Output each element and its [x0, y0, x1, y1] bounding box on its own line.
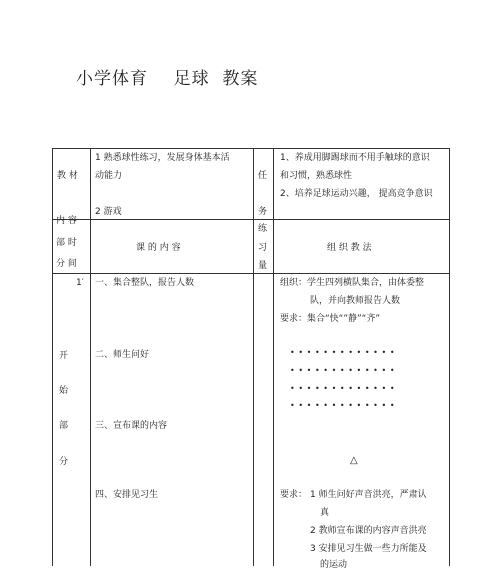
section-char-3: 部	[59, 421, 69, 431]
formation-dot-row: •••••••••••••	[290, 384, 399, 393]
org-line-1: 组织：学生四列横队集合，由体委整	[280, 278, 425, 288]
section-char-2: 始	[59, 386, 69, 396]
table-border-top	[52, 148, 450, 149]
col-divider-3	[273, 148, 274, 566]
lianxi-label-2: 习	[258, 243, 268, 253]
content-line-1: 1 熟悉球性练习，发展身体基本活	[95, 153, 230, 163]
task-line-1: 1、养成用脚踢球而不用手触球的意识	[280, 153, 430, 163]
task-line-2: 和习惯，熟悉球性	[280, 171, 353, 181]
formation-dot-row: •••••••••••••	[290, 348, 399, 357]
neirong-label: 内 容	[56, 216, 77, 226]
bufen-shijian-label: 部 时	[56, 238, 77, 248]
task-line-3: 2、培养足球运动兴趣， 提高竞争意识	[280, 189, 433, 199]
col-divider-1	[90, 148, 91, 566]
requirement-2: 2 教师宣布课的内容声音洪亮	[310, 526, 427, 536]
formation-dot-row: •••••••••••••	[290, 401, 399, 410]
section-char-4: 分	[59, 457, 69, 467]
requirement-1: 1 师生问好声音洪亮，严肃认	[310, 490, 427, 500]
lianxi-label-3: 量	[258, 261, 268, 271]
page-title: 小学体育 足球 教案	[76, 69, 259, 89]
org-line-2: 队，并向教师报告人数	[310, 296, 401, 306]
lesson-item-3: 三、宣布课的内容	[95, 421, 168, 431]
requirement-label: 要求：	[280, 490, 308, 500]
column-row-divider	[52, 273, 450, 274]
content-line-2: 动能力	[95, 171, 123, 181]
lesson-item-1: 一、集合整队，报告人数	[95, 278, 195, 288]
lianxi-label-1: 练	[258, 224, 268, 234]
formation-dot-row: •••••••••••••	[290, 366, 399, 375]
renwu-label-1: 任	[258, 171, 268, 181]
requirement-3: 3 安排见习生做一些力所能及	[310, 544, 427, 554]
lesson-item-4: 四、安排见习生	[95, 490, 159, 500]
lesson-content-header: 课 的 内 容	[136, 243, 181, 253]
lesson-item-2: 二、师生问好	[95, 350, 150, 360]
section-char-1: 开	[59, 351, 69, 361]
time-value: 1′	[76, 278, 84, 288]
teacher-triangle-icon: △	[350, 455, 358, 466]
requirement-3-cont: 的运动	[320, 560, 348, 570]
col-divider-2	[253, 148, 254, 566]
requirement-1-cont: 真	[320, 508, 330, 518]
jiaocai-label: 教 材	[57, 171, 78, 181]
table-border-left	[52, 148, 53, 566]
renwu-label-2: 务	[258, 207, 268, 217]
table-border-right	[449, 148, 450, 566]
org-line-3: 要求：集合“快“”静”“齐”	[280, 314, 380, 324]
header-row-divider	[52, 219, 450, 220]
fen-jian-label: 分 间	[56, 259, 77, 269]
organization-header: 组 织 教 法	[327, 243, 372, 253]
content-line-3: 2 游戏	[95, 207, 122, 217]
